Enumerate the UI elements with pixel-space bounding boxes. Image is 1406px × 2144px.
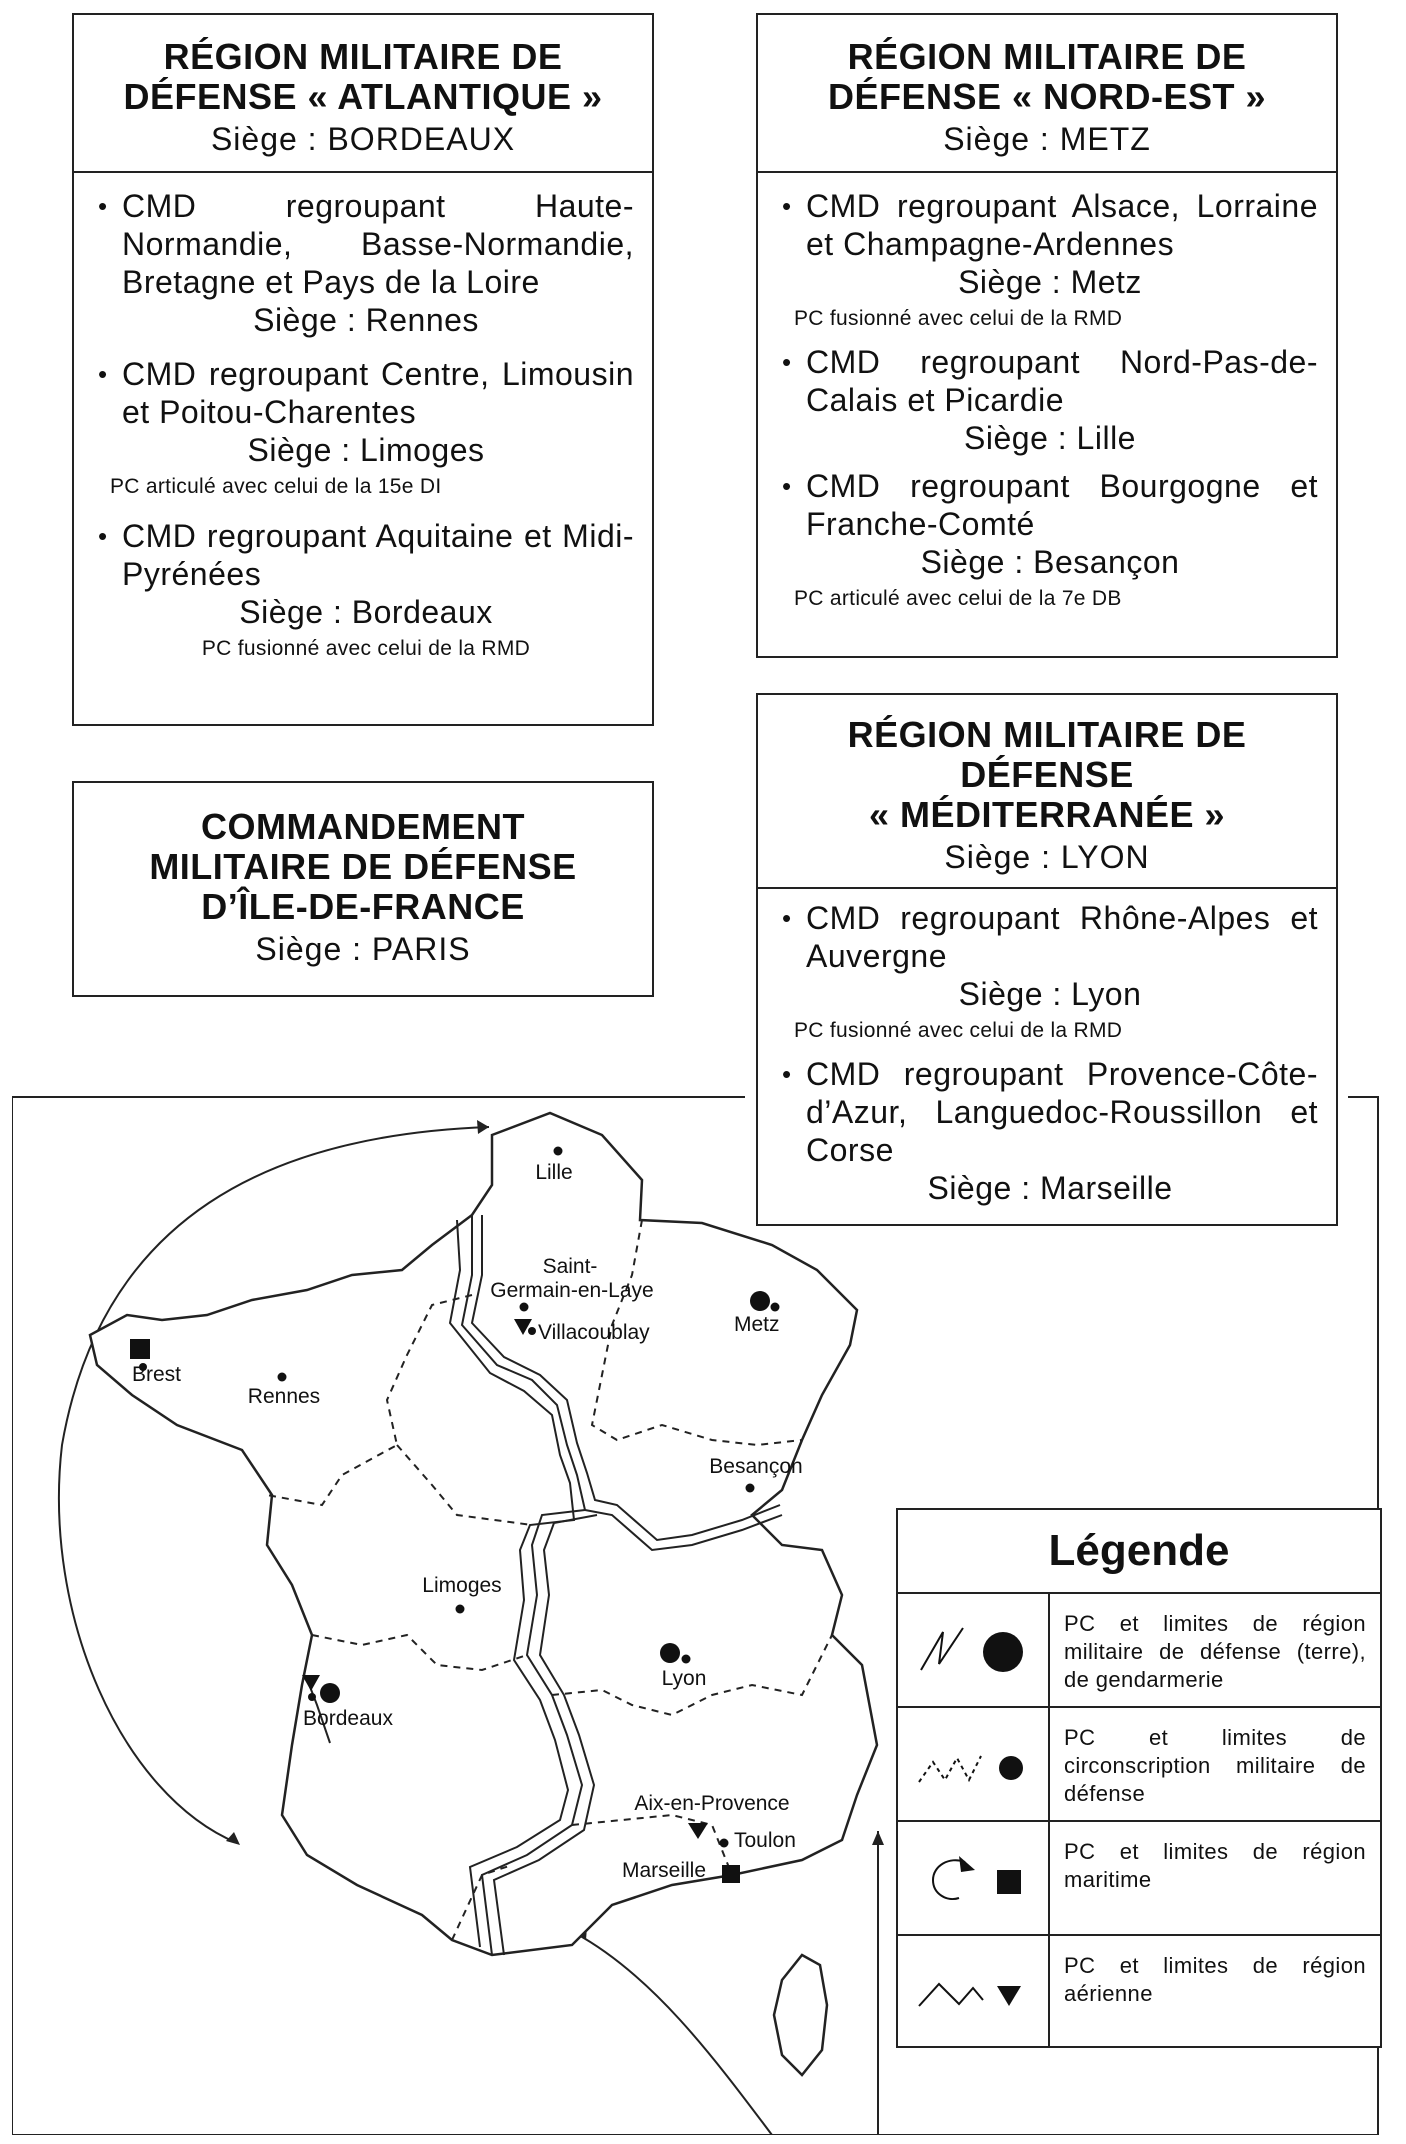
region-atlantique-header	[74, 15, 652, 171]
region-title-line: D’ÎLE-DE-FRANCE	[201, 886, 525, 927]
region-nord-est-box	[756, 13, 1338, 658]
cmd-text: • CMD regroupant Aquitaine et Midi-Pyrénées	[98, 517, 634, 593]
cmd-text: • CMD regroupant Alsace, Lorraine et Champagne-Ardennes	[782, 187, 1318, 263]
cmd-text: • CMD regroupant Rhône-Alpes et Auvergne	[782, 899, 1318, 975]
ile-de-france-box	[72, 781, 654, 997]
region-title-line: MILITAIRE DE DÉFENSE	[149, 846, 577, 887]
maritime-symbol-icon	[898, 1822, 1050, 1934]
cmd-item	[782, 187, 1318, 333]
cmd-seat: Siège : Limoges	[247, 432, 485, 468]
legend-row	[898, 1594, 1380, 1708]
city-label: Germain-en-Laye	[490, 1279, 654, 1302]
region-title-line: DÉFENSE « NORD-EST »	[827, 76, 1267, 117]
cmd-item	[98, 187, 634, 339]
region-title-line: COMMANDEMENT	[201, 806, 525, 847]
region-mediterranee-header	[758, 695, 1336, 887]
legend-text: PC et limites de région maritime	[1064, 1839, 1366, 1892]
cmd-text: • CMD regroupant Provence-Côte-d’Azur, Languedoc-Roussillon et Corse	[782, 1055, 1318, 1169]
legend-text: PC et limites de région militaire de défense (terre), de gendarmerie	[1064, 1611, 1366, 1692]
cmd-item	[782, 467, 1318, 613]
legend	[896, 1508, 1382, 2048]
cmd-text: • CMD regroupant Nord-Pas-de-Calais et Picardie	[782, 343, 1318, 419]
region-seat: Siège : METZ	[943, 121, 1151, 157]
cmd-symbol-icon	[898, 1708, 1050, 1820]
ile-de-france-header	[74, 783, 652, 981]
cmd-seat: Siège : Lille	[964, 420, 1136, 456]
region-title-line: RÉGION MILITAIRE DE	[847, 714, 1247, 755]
city-label: Brest	[132, 1363, 182, 1386]
region-nord-est-header	[758, 15, 1336, 171]
legend-row	[898, 1822, 1380, 1936]
city-label: Rennes	[247, 1385, 321, 1408]
city-label: Lyon	[661, 1667, 707, 1690]
cmd-item	[782, 343, 1318, 457]
cmd-note: PC fusionné avec celui de la RMD	[794, 1019, 1123, 1042]
legend-title: Légende	[898, 1510, 1380, 1594]
city-label: Villacoublay	[538, 1321, 650, 1344]
cmd-seat: Siège : Lyon	[958, 976, 1142, 1012]
square-icon	[722, 1865, 740, 1883]
legend-text: PC et limites de région aérienne	[1064, 1953, 1366, 2006]
legend-text: PC et limites de circonscription militaire de défense	[1064, 1725, 1366, 1806]
cmd-item	[98, 355, 634, 501]
cmd-item	[782, 899, 1318, 1045]
region-atlantique-box	[72, 13, 654, 726]
region-nord-est-cmd-list	[758, 171, 1336, 623]
cmd-item	[98, 517, 634, 663]
cmd-seat: Siège : Besançon	[920, 544, 1180, 580]
cmd-seat: Siège : Rennes	[253, 302, 479, 338]
cmd-seat: Siège : Bordeaux	[239, 594, 493, 630]
region-title-line: DÉFENSE « ATLANTIQUE »	[123, 76, 603, 117]
cmd-text: • CMD regroupant Bourgogne et Franche-Comté	[782, 467, 1318, 543]
region-atlantique-cmd-list	[74, 171, 652, 689]
city-label: Bordeaux	[303, 1707, 393, 1730]
city-label: Metz	[734, 1313, 780, 1336]
cmd-seat: Siège : Metz	[958, 264, 1142, 300]
cmd-text: • CMD regroupant Haute-Normandie, Basse-Normandie, Bretagne et Pays de la Loire	[98, 187, 634, 301]
cmd-note: PC fusionné avec celui de la RMD	[794, 307, 1123, 330]
cmd-note: PC fusionné avec celui de la RMD	[201, 637, 531, 660]
arrow-head-icon	[872, 1831, 884, 1845]
region-seat: Siège : BORDEAUX	[210, 121, 516, 157]
city-label: Aix-en-Provence	[634, 1792, 790, 1815]
square-icon	[130, 1339, 150, 1359]
cmd-note: PC articulé avec celui de la 15e DI	[110, 475, 442, 498]
city-label: Besançon	[709, 1455, 803, 1478]
city-label: Marseille	[621, 1859, 707, 1882]
cmd-note: PC articulé avec celui de la 7e DB	[794, 587, 1122, 610]
city-label: Lille	[535, 1161, 573, 1184]
region-title-line: « MÉDITERRANÉE »	[868, 794, 1226, 835]
city-label: Toulon	[734, 1829, 796, 1852]
legend-row	[898, 1708, 1380, 1822]
legend-row	[898, 1936, 1380, 2048]
city-label: Limoges	[422, 1574, 502, 1597]
cmd-text: • CMD regroupant Centre, Limousin et Poitou-Charentes	[98, 355, 634, 431]
city-label: Saint-	[542, 1255, 598, 1278]
region-title-line: DÉFENSE	[960, 754, 1134, 795]
cmd-seat: Siège : Marseille	[927, 1170, 1173, 1206]
arrow-head-icon	[477, 1120, 489, 1134]
air-symbol-icon	[898, 1936, 1050, 2048]
region-seat: Siège : PARIS	[255, 931, 471, 967]
region-seat: Siège : LYON	[944, 839, 1150, 875]
region-title-line: RÉGION MILITAIRE DE	[847, 36, 1247, 77]
corsica-outline	[774, 1955, 827, 2075]
rmd-symbol-icon	[898, 1594, 1050, 1706]
region-title-line: RÉGION MILITAIRE DE	[163, 36, 563, 77]
